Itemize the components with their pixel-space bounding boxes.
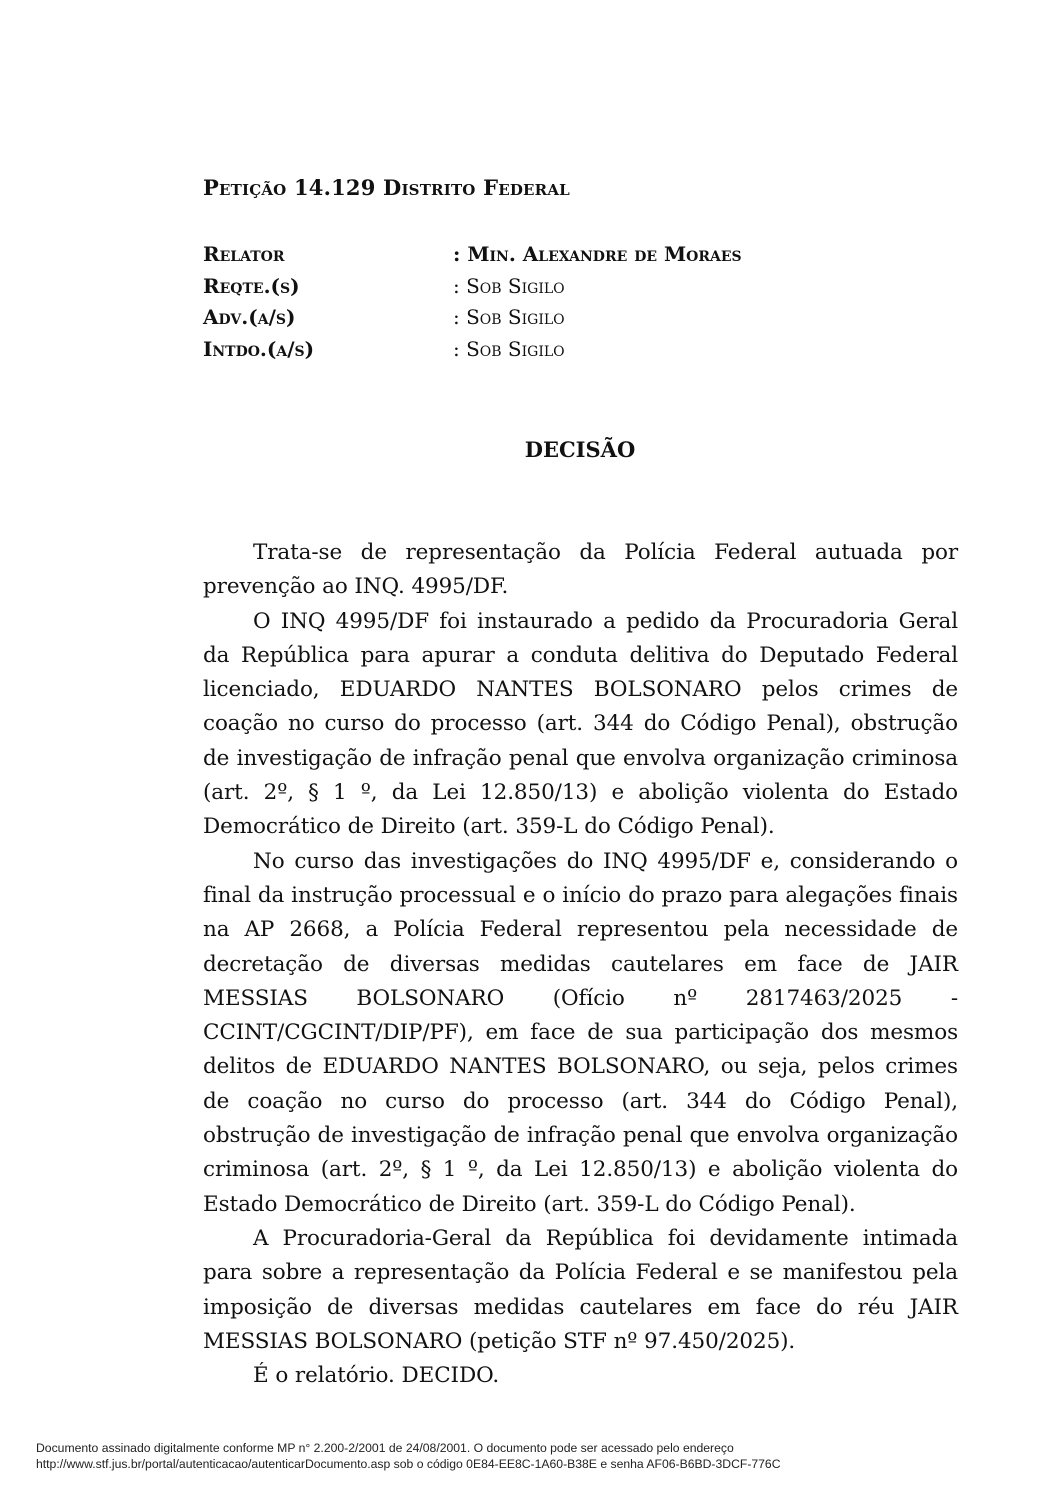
- decision-body: [203, 536, 958, 1393]
- footer-line: http://www.stf.jus.br/portal/autenticacao/autenticarDocumento.asp sob o código 0E84-EE8C-1A60-B38E e senha AF06-B6BD-3DCF-776C: [36, 1457, 781, 1471]
- signature-footer: [36, 1440, 781, 1472]
- party-label: Intdo.(a/s): [203, 336, 315, 361]
- party-value: : Sob Sigilo: [453, 273, 565, 298]
- party-label: Reqte.(s): [203, 273, 300, 298]
- party-row-relator: [203, 239, 742, 271]
- paragraph: No curso das investigações do INQ 4995/DF e, considerando o final da instrução processual e o início do prazo para alegações finais na AP 2668, a Polícia Federal representou pela necessidade de decretação de diversas medidas cautelares em face de JAIR MESSIAS BOLSONARO (Ofício nº 2817463/2025 - CCINT/CGCINT/DIP/PF), em face de sua participação dos mesmos delitos de EDUARDO NANTES BOLSONARO, ou seja, pelos crimes de coação no curso do processo (art. 344 do Código Penal), obstrução de investigação de infração penal que envolva organização criminosa (art. 2º, § 1 º, da Lei 12.850/13) e abolição violenta do Estado Democrático de Direito (art. 359-L do Código Penal).: [203, 848, 958, 1217]
- party-label: Relator: [203, 242, 285, 266]
- paragraph: A Procuradoria-Geral da República foi devidamente intimada para sobre a representação da Polícia Federal e se manifestou pela imposição de diversas medidas cautelares em face do réu JAIR MESSIAS BOLSONARO (petição STF nº 97.450/2025).: [203, 1225, 958, 1354]
- party-label: Adv.(a/s): [203, 305, 296, 329]
- party-value: : Min. Alexandre de Moraes: [453, 242, 742, 266]
- parties-block: [203, 239, 742, 365]
- party-row-intdo: [203, 334, 742, 366]
- paragraph: Trata-se de representação da Polícia Federal autuada por prevenção ao INQ. 4995/DF.: [203, 540, 958, 600]
- party-row-reqte: [203, 271, 742, 303]
- footer-line: Documento assinado digitalmente conforme MP n° 2.200-2/2001 de 24/08/2001. O documento pode ser acessado pelo endereço: [36, 1441, 734, 1455]
- page-title: Petição 14.129 Distrito Federal: [203, 175, 570, 200]
- paragraph: É o relatório. DECIDO.: [253, 1363, 500, 1389]
- party-row-adv: [203, 302, 742, 334]
- decision-heading: DECISÃO: [524, 437, 636, 462]
- paragraph: O INQ 4995/DF foi instaurado a pedido da Procuradoria Geral da República para apurar a conduta delitiva do Deputado Federal licenciado, EDUARDO NANTES BOLSONARO pelos crimes de coação no curso do processo (art. 344 do Código Penal), obstrução de investigação de infração penal que envolva organização criminosa (art. 2º, § 1 º, da Lei 12.850/13) e abolição violenta do Estado Democrático de Direito (art. 359-L do Código Penal).: [203, 608, 958, 840]
- party-value: : Sob Sigilo: [453, 336, 565, 361]
- party-value: : Sob Sigilo: [453, 305, 565, 329]
